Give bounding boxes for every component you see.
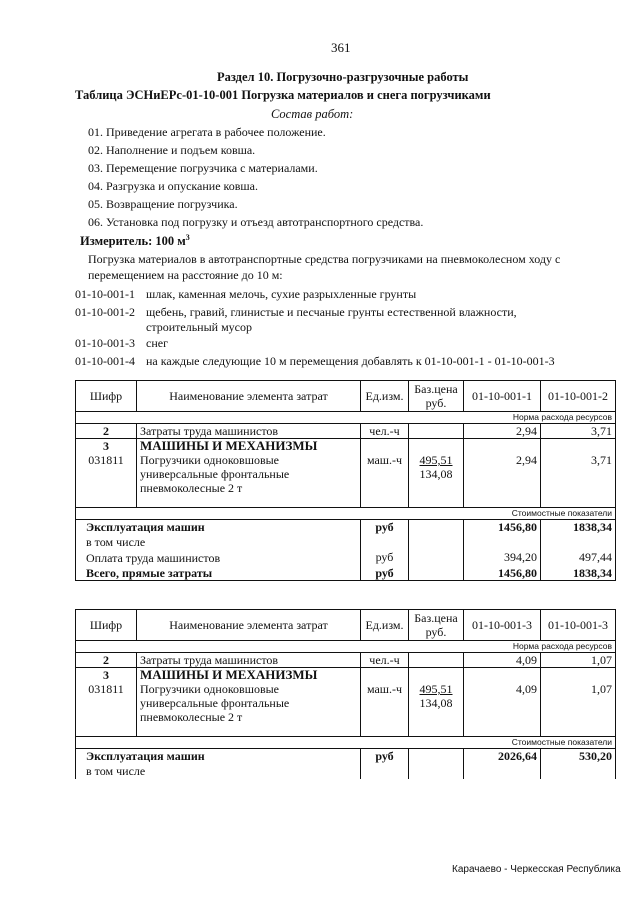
header-col2: 01-10-001-2 <box>541 381 616 412</box>
cell-unit <box>361 668 409 683</box>
resource-table-2 <box>75 609 616 779</box>
cell-value-1: 4,09 <box>464 682 541 724</box>
cell-price <box>409 550 464 566</box>
cell-price-2: 134,08 <box>419 696 453 710</box>
header-base-price-1: Баз.цена <box>414 611 458 625</box>
header-unit: Ед.изм. <box>361 381 409 412</box>
table-row <box>76 424 616 439</box>
page-number: 361 <box>331 40 351 55</box>
meter-sup: 3 <box>185 232 190 242</box>
cell-name: Затраты труда машинистов <box>137 424 361 439</box>
code: 01-10-001-1 <box>75 287 135 301</box>
cell-name-2: универсальные фронтальные <box>140 696 290 710</box>
cell-name: Оплата труда машинистов <box>76 550 361 566</box>
cell-unit: маш.-ч <box>361 453 409 495</box>
table-row <box>76 682 616 724</box>
header-cipher: Шифр <box>76 381 137 412</box>
header-base-price-2: руб. <box>425 625 447 639</box>
cell-value-2: 497,44 <box>541 550 616 566</box>
cell-unit <box>361 724 409 737</box>
cell-unit: чел.-ч <box>361 424 409 439</box>
header-col2: 01-10-001-3 <box>541 610 616 641</box>
cell-name: Всего, прямые затраты <box>76 566 361 581</box>
cell-name <box>137 724 361 737</box>
table-row <box>76 495 616 508</box>
cell-cipher: 3 <box>76 439 137 454</box>
cell-value-2 <box>541 534 616 550</box>
intro-line-2: перемещением на расстояние до 10 м: <box>88 268 283 282</box>
cell-name: в том числе <box>76 534 361 550</box>
header-base-price <box>409 610 464 641</box>
table-row <box>76 520 616 535</box>
resource-table-1 <box>75 380 616 581</box>
cell-price <box>409 534 464 550</box>
cell-name-1: Погрузчики одноковшовые <box>140 682 280 696</box>
cell-value-1: 2,94 <box>464 453 541 495</box>
code-text: строительный мусор <box>146 320 252 334</box>
cell-unit: чел.-ч <box>361 653 409 668</box>
cell-cipher: 3 <box>76 668 137 683</box>
meter <box>80 234 190 249</box>
cell-value-2: 1838,34 <box>541 566 616 581</box>
cell-value-1 <box>464 495 541 508</box>
cell-price <box>409 668 464 683</box>
cell-name: Затраты труда машинистов <box>137 653 361 668</box>
cell-value-1: 394,20 <box>464 550 541 566</box>
code-text: снег <box>146 336 168 350</box>
cell-value-1: 2026,64 <box>464 749 541 764</box>
cell-value-1: 2,94 <box>464 424 541 439</box>
cell-value-2: 1838,34 <box>541 520 616 535</box>
section-title: Раздел 10. Погрузочно-разгрузочные работы <box>217 70 469 84</box>
cell-unit <box>361 495 409 508</box>
norm-label-row <box>76 412 616 424</box>
header-name: Наименование элемента затрат <box>137 610 361 641</box>
cell-name: МАШИНЫ И МЕХАНИЗМЫ <box>137 439 361 454</box>
norm-label: Норма расхода ресурсов <box>76 641 616 653</box>
composition-heading: Состав работ: <box>271 107 354 121</box>
cell-value-1: 1456,80 <box>464 566 541 581</box>
cell-name-3: пневмоколесные 2 т <box>140 710 243 724</box>
cell-unit <box>361 534 409 550</box>
cell-unit: руб <box>361 550 409 566</box>
header-base-price-2: руб. <box>425 396 447 410</box>
cell-value-1: 4,09 <box>464 653 541 668</box>
cell-price <box>409 439 464 454</box>
header-col1: 01-10-001-3 <box>464 610 541 641</box>
cell-unit: руб <box>361 520 409 535</box>
cell-value-2: 1,07 <box>541 653 616 668</box>
cell-value-2 <box>541 724 616 737</box>
cell-name-2: универсальные фронтальные <box>140 467 290 481</box>
cost-label-row <box>76 737 616 749</box>
table-header-row <box>76 610 616 641</box>
footer: Карачаево - Черкесская Республика <box>452 864 621 875</box>
norm-label-row <box>76 641 616 653</box>
intro-line-1: Погрузка материалов в автотранспортные средства погрузчиками на пневмоколесном ходу с <box>88 252 561 266</box>
table-row <box>76 453 616 495</box>
code: 01-10-001-4 <box>75 354 135 368</box>
cell-value-2: 530,20 <box>541 749 616 764</box>
cell-value-1 <box>464 668 541 683</box>
cell-unit: руб <box>361 749 409 764</box>
cost-label: Стоимостные показатели <box>76 737 616 749</box>
header-base-price-1: Баз.цена <box>414 382 458 396</box>
cost-label: Стоимостные показатели <box>76 508 616 520</box>
cell-name: Эксплуатация машин <box>76 749 361 764</box>
composition-item: 05. Возвращение погрузчика. <box>88 197 238 211</box>
composition-item: 06. Установка под погрузку и отъезд автотранспортного средства. <box>88 215 424 229</box>
cell-value-2 <box>541 495 616 508</box>
header-base-price <box>409 381 464 412</box>
cell-value-2: 1,07 <box>541 682 616 724</box>
cell-cipher: 2 <box>76 424 137 439</box>
cell-name: в том числе <box>76 763 361 779</box>
cell-cipher <box>76 724 137 737</box>
cell-value-2 <box>541 763 616 779</box>
cell-price <box>409 520 464 535</box>
cell-value-1 <box>464 534 541 550</box>
cell-price <box>409 724 464 737</box>
cell-price-1: 495,51 <box>419 453 453 467</box>
cell-price-1: 495,51 <box>419 682 453 696</box>
cell-value-2 <box>541 439 616 454</box>
cell-name: МАШИНЫ И МЕХАНИЗМЫ <box>137 668 361 683</box>
code-text: на каждые следующие 10 м перемещения добавлять к 01-10-001-1 - 01-10-001-3 <box>146 354 555 368</box>
cell-name <box>137 453 361 495</box>
cell-price <box>409 424 464 439</box>
cell-value-1 <box>464 724 541 737</box>
table-row <box>76 534 616 550</box>
table-row <box>76 668 616 683</box>
cell-unit <box>361 763 409 779</box>
composition-item: 03. Перемещение погрузчика с материалами. <box>88 161 318 175</box>
cell-price <box>409 495 464 508</box>
cell-value-1: 1456,80 <box>464 520 541 535</box>
table-row <box>76 724 616 737</box>
code-text: шлак, каменная мелочь, сухие разрыхленные грунты <box>146 287 417 301</box>
code: 01-10-001-2 <box>75 305 135 319</box>
cell-name: Эксплуатация машин <box>76 520 361 535</box>
cell-price <box>409 453 464 495</box>
table-row <box>76 653 616 668</box>
cell-price <box>409 653 464 668</box>
meter-label: Измеритель: 100 м <box>80 234 186 248</box>
cell-cipher: 2 <box>76 653 137 668</box>
cell-cipher <box>76 495 137 508</box>
cell-price-2: 134,08 <box>419 467 453 481</box>
norm-label: Норма расхода ресурсов <box>76 412 616 424</box>
cost-label-row <box>76 508 616 520</box>
cell-price <box>409 749 464 764</box>
table-row <box>76 566 616 581</box>
cell-name-1: Погрузчики одноковшовые <box>140 453 280 467</box>
cell-value-2 <box>541 668 616 683</box>
code: 01-10-001-3 <box>75 336 135 350</box>
header-name: Наименование элемента затрат <box>137 381 361 412</box>
header-cipher: Шифр <box>76 610 137 641</box>
table-header-row <box>76 381 616 412</box>
table-title: Таблица ЭСНиЕРс-01-10-001 Погрузка материалов и снега погрузчиками <box>75 88 491 102</box>
table-row <box>76 550 616 566</box>
cell-cipher: 031811 <box>76 682 137 724</box>
cell-name <box>137 495 361 508</box>
cell-value-2: 3,71 <box>541 424 616 439</box>
cell-name-3: пневмоколесные 2 т <box>140 481 243 495</box>
cell-price <box>409 682 464 724</box>
cell-value-1 <box>464 763 541 779</box>
cell-name <box>137 682 361 724</box>
header-unit: Ед.изм. <box>361 610 409 641</box>
table-row <box>76 763 616 779</box>
cell-value-2: 3,71 <box>541 453 616 495</box>
composition-item: 04. Разгрузка и опускание ковша. <box>88 179 258 193</box>
cell-value-1 <box>464 439 541 454</box>
cell-unit: маш.-ч <box>361 682 409 724</box>
cell-price <box>409 763 464 779</box>
table-row <box>76 749 616 764</box>
code-text: щебень, гравий, глинистые и песчаные грунты естественной влажности, <box>146 305 517 319</box>
cell-unit: руб <box>361 566 409 581</box>
composition-item: 01. Приведение агрегата в рабочее положение. <box>88 125 326 139</box>
cell-cipher: 031811 <box>76 453 137 495</box>
composition-item: 02. Наполнение и подъем ковша. <box>88 143 256 157</box>
cell-unit <box>361 439 409 454</box>
header-col1: 01-10-001-1 <box>464 381 541 412</box>
table-row <box>76 439 616 454</box>
cell-price <box>409 566 464 581</box>
